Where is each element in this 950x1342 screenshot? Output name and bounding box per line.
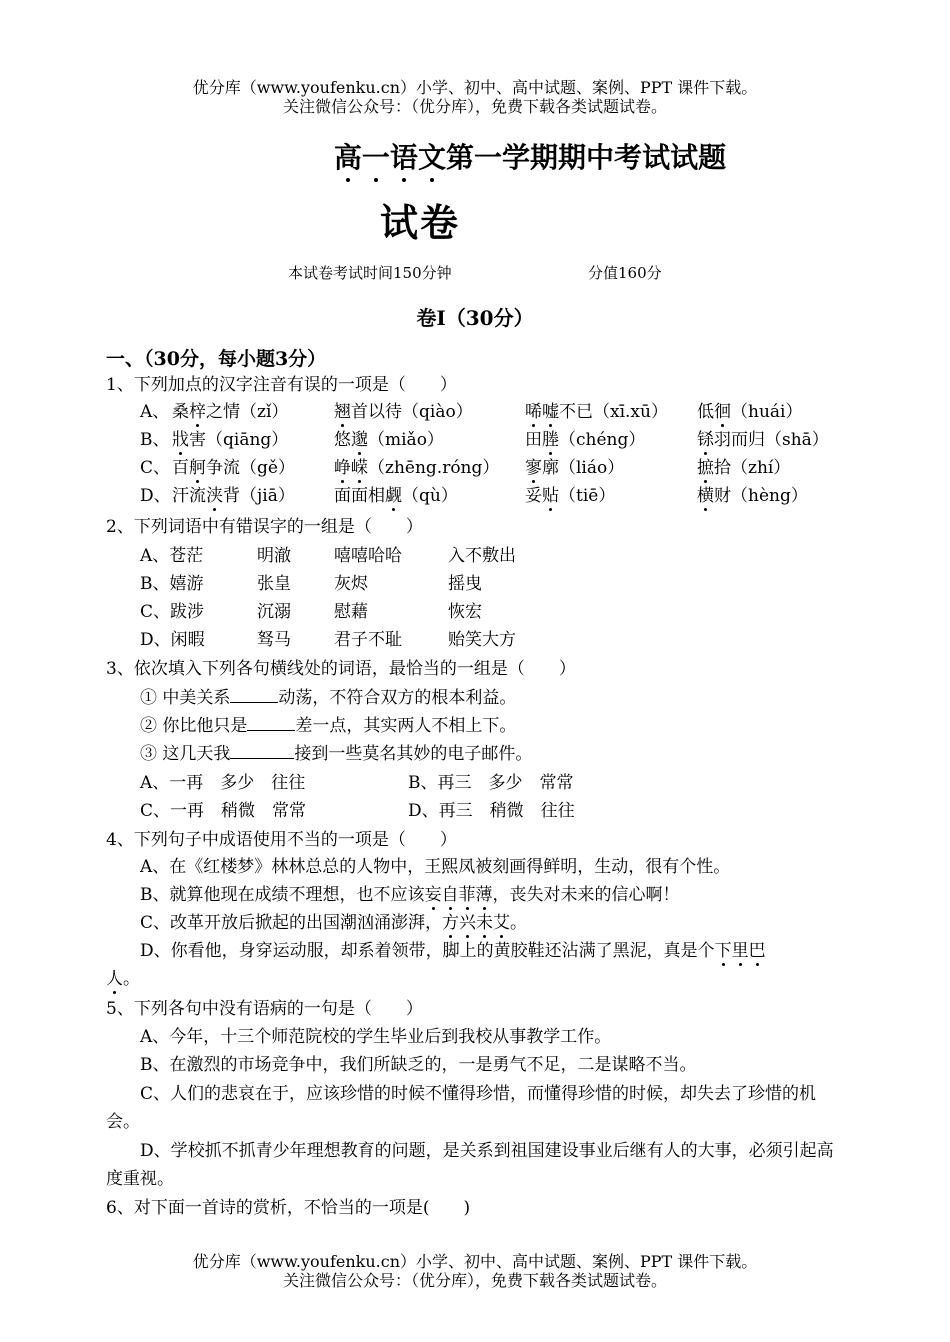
exam-subtitle: 试卷 (380, 200, 461, 245)
q6-stem: 6、对下面一首诗的赏析，不恰当的一项是( ) (106, 1198, 471, 1218)
page-header (0, 78, 950, 116)
q2-d-w2: 驽马 (257, 630, 291, 650)
q2-d-w3: 君子不耻 (334, 630, 402, 650)
q5-stem: 5、下列各句中没有语病的一句是（ ） (106, 999, 423, 1019)
q2-b-w3: 灰烬 (334, 574, 368, 594)
fill-blank (247, 716, 295, 731)
q5-option-b: B、在激烈的市场竞争中，我们所缺乏的，一是勇气不足，二是谋略不当。 (140, 1055, 697, 1075)
title-char: 期 (558, 141, 587, 174)
q4-option-b: B、就算他现在成绩不理想，也不应该妄自菲薄，丧失对未来的信心啊！ (140, 885, 680, 905)
q1-a-label: A、 (140, 402, 170, 422)
q2-b-w1: B、嬉游 (140, 574, 204, 594)
title-char: 中 (586, 141, 615, 174)
footer-line-2: 关注微信公众号：（优分库），免费下载各类试题试卷。 (282, 1271, 667, 1290)
q2-a-w2: 明澈 (257, 546, 291, 566)
q1-c-item2: 峥嵘（zhēng.róng） (334, 458, 500, 478)
q1-c-item3: 寥廓（liáo） (525, 458, 625, 478)
q1-b-item1: 戕害（qiāng） (172, 430, 289, 450)
q3-sentence-1: ① 中美关系 动荡，不符合双方的根本利益。 (140, 688, 517, 708)
section-title: 一、（30分，每小题3分） (106, 348, 327, 370)
q2-d-w1: D、闲暇 (140, 630, 205, 650)
exam-title (0, 136, 950, 176)
q2-a-w1: A、苍茫 (140, 546, 204, 566)
q5-option-a: A、今年，十三个师范院校的学生毕业后到我校从事教学工作。 (140, 1027, 612, 1047)
q1-c-label: C、 (140, 458, 171, 478)
title-char: 第 (445, 141, 474, 174)
q1-a-item1: 桑梓之情（zǐ） (172, 402, 289, 422)
q1-d-item1: 汗流浃背（jiā） (172, 486, 295, 506)
q1-a-item3: 唏嘘不已（xī.xū） (525, 402, 668, 422)
q4-option-c: C、改革开放后掀起的出国潮汹涌澎湃，方兴未艾。 (140, 913, 528, 933)
title-char: 文 (417, 141, 446, 174)
title-char: 试 (670, 141, 699, 174)
fill-blank (230, 688, 278, 703)
q1-a-item2: 翘首以待（qiào） (334, 402, 473, 422)
q5-option-c: C、人们的悲哀在于，应该珍惜的时候不懂得珍惜，而懂得珍惜的时候，却失去了珍惜的机会。 (106, 1084, 817, 1132)
q1-a-item4: 低徊（huái） (697, 402, 803, 422)
q4-option-d: D、你看他，身穿运动服，却系着领带，脚上的黄胶鞋还沾满了黑泥，真是个下里巴 (140, 941, 766, 961)
q1-stem: 1、下列加点的汉字注音有误的一项是（ ） (106, 375, 457, 395)
q1-c-item1: 百舸争流（gě） (172, 458, 295, 478)
exam-score: 分值160分 (588, 264, 662, 282)
q1-b-item4: 铩羽而归（shā） (697, 430, 829, 450)
q1-b-item3: 田塍（chéng） (525, 430, 646, 450)
q2-c-w4: 恢宏 (448, 602, 482, 622)
q2-stem: 2、下列词语中有错误字的一组是（ ） (106, 517, 423, 537)
q2-a-w4: 入不敷出 (448, 546, 516, 566)
q4-stem: 4、下列句子中成语使用不当的一项是（ ） (106, 830, 457, 850)
q1-d-item4: 横财（hèng） (697, 486, 808, 506)
q4-option-d-cont: 人。 (106, 969, 140, 989)
part-title: 卷Ⅰ（30分） (416, 306, 534, 330)
title-char: 高 (333, 141, 362, 174)
title-char: 一 (361, 141, 390, 174)
q2-c-w3: 慰藉 (334, 602, 368, 622)
title-char: 一 (473, 141, 502, 174)
q3-option-a: A、一再 多少 往往 (140, 773, 306, 793)
footer-line-1: 优分库（www.youfenku.cn）小学、初中、高中试题、案例、PPT 课件下载。 (192, 1252, 758, 1271)
q5-option-d: D、学校抓不抓青少年理想教育的问题，是关系到祖国建设事业后继有人的大事，必须引起高度重视。 (106, 1141, 834, 1189)
header-line-2: 关注微信公众号：（优分库），免费下载各类试题试卷。 (282, 97, 667, 116)
q1-d-label: D、 (140, 486, 171, 506)
header-line-1: 优分库（www.youfenku.cn）小学、初中、高中试题、案例、PPT 课件下载。 (192, 78, 758, 97)
q1-c-item4: 摭拾（zhí） (697, 458, 791, 478)
fill-blank (230, 744, 294, 759)
q2-b-w2: 张皇 (257, 574, 291, 594)
q3-sentence-3: ③ 这几天我 接到一些莫名其妙的电子邮件。 (140, 744, 533, 764)
q2-a-w3: 嘻嘻哈哈 (334, 546, 402, 566)
q2-c-w1: C、跋涉 (140, 602, 205, 622)
title-char: 期 (530, 141, 559, 174)
title-char: 题 (698, 141, 727, 174)
q4-option-a: A、在《红楼梦》林林总总的人物中，王熙凤被刻画得鲜明，生动，很有个性。 (140, 857, 731, 877)
exam-time: 本试卷考试时间150分钟 (288, 264, 452, 282)
title-char: 试 (642, 141, 671, 174)
q3-sentence-2: ② 你比他只是 差一点，其实两人不相上下。 (140, 716, 517, 736)
title-char: 语 (389, 141, 418, 174)
title-char: 考 (614, 141, 643, 174)
q2-c-w2: 沉溺 (257, 602, 291, 622)
q2-b-w4: 摇曳 (448, 574, 482, 594)
q3-option-d: D、再三 稍微 往往 (408, 801, 575, 821)
page-footer (0, 1252, 950, 1290)
q1-b-label: B、 (140, 430, 170, 450)
q3-option-b: B、再三 多少 常常 (408, 773, 574, 793)
q3-option-c: C、一再 稍微 常常 (140, 801, 307, 821)
q1-d-item2: 面面相觑（qù） (334, 486, 458, 506)
q3-stem: 3、依次填入下列各句横线处的词语，最恰当的一组是（ ） (106, 659, 576, 679)
q2-d-w4: 贻笑大方 (448, 630, 516, 650)
q1-b-item2: 悠邈（miǎo） (334, 430, 444, 450)
title-char: 学 (501, 141, 530, 174)
q1-d-item3: 妥贴（tiē） (525, 486, 616, 506)
